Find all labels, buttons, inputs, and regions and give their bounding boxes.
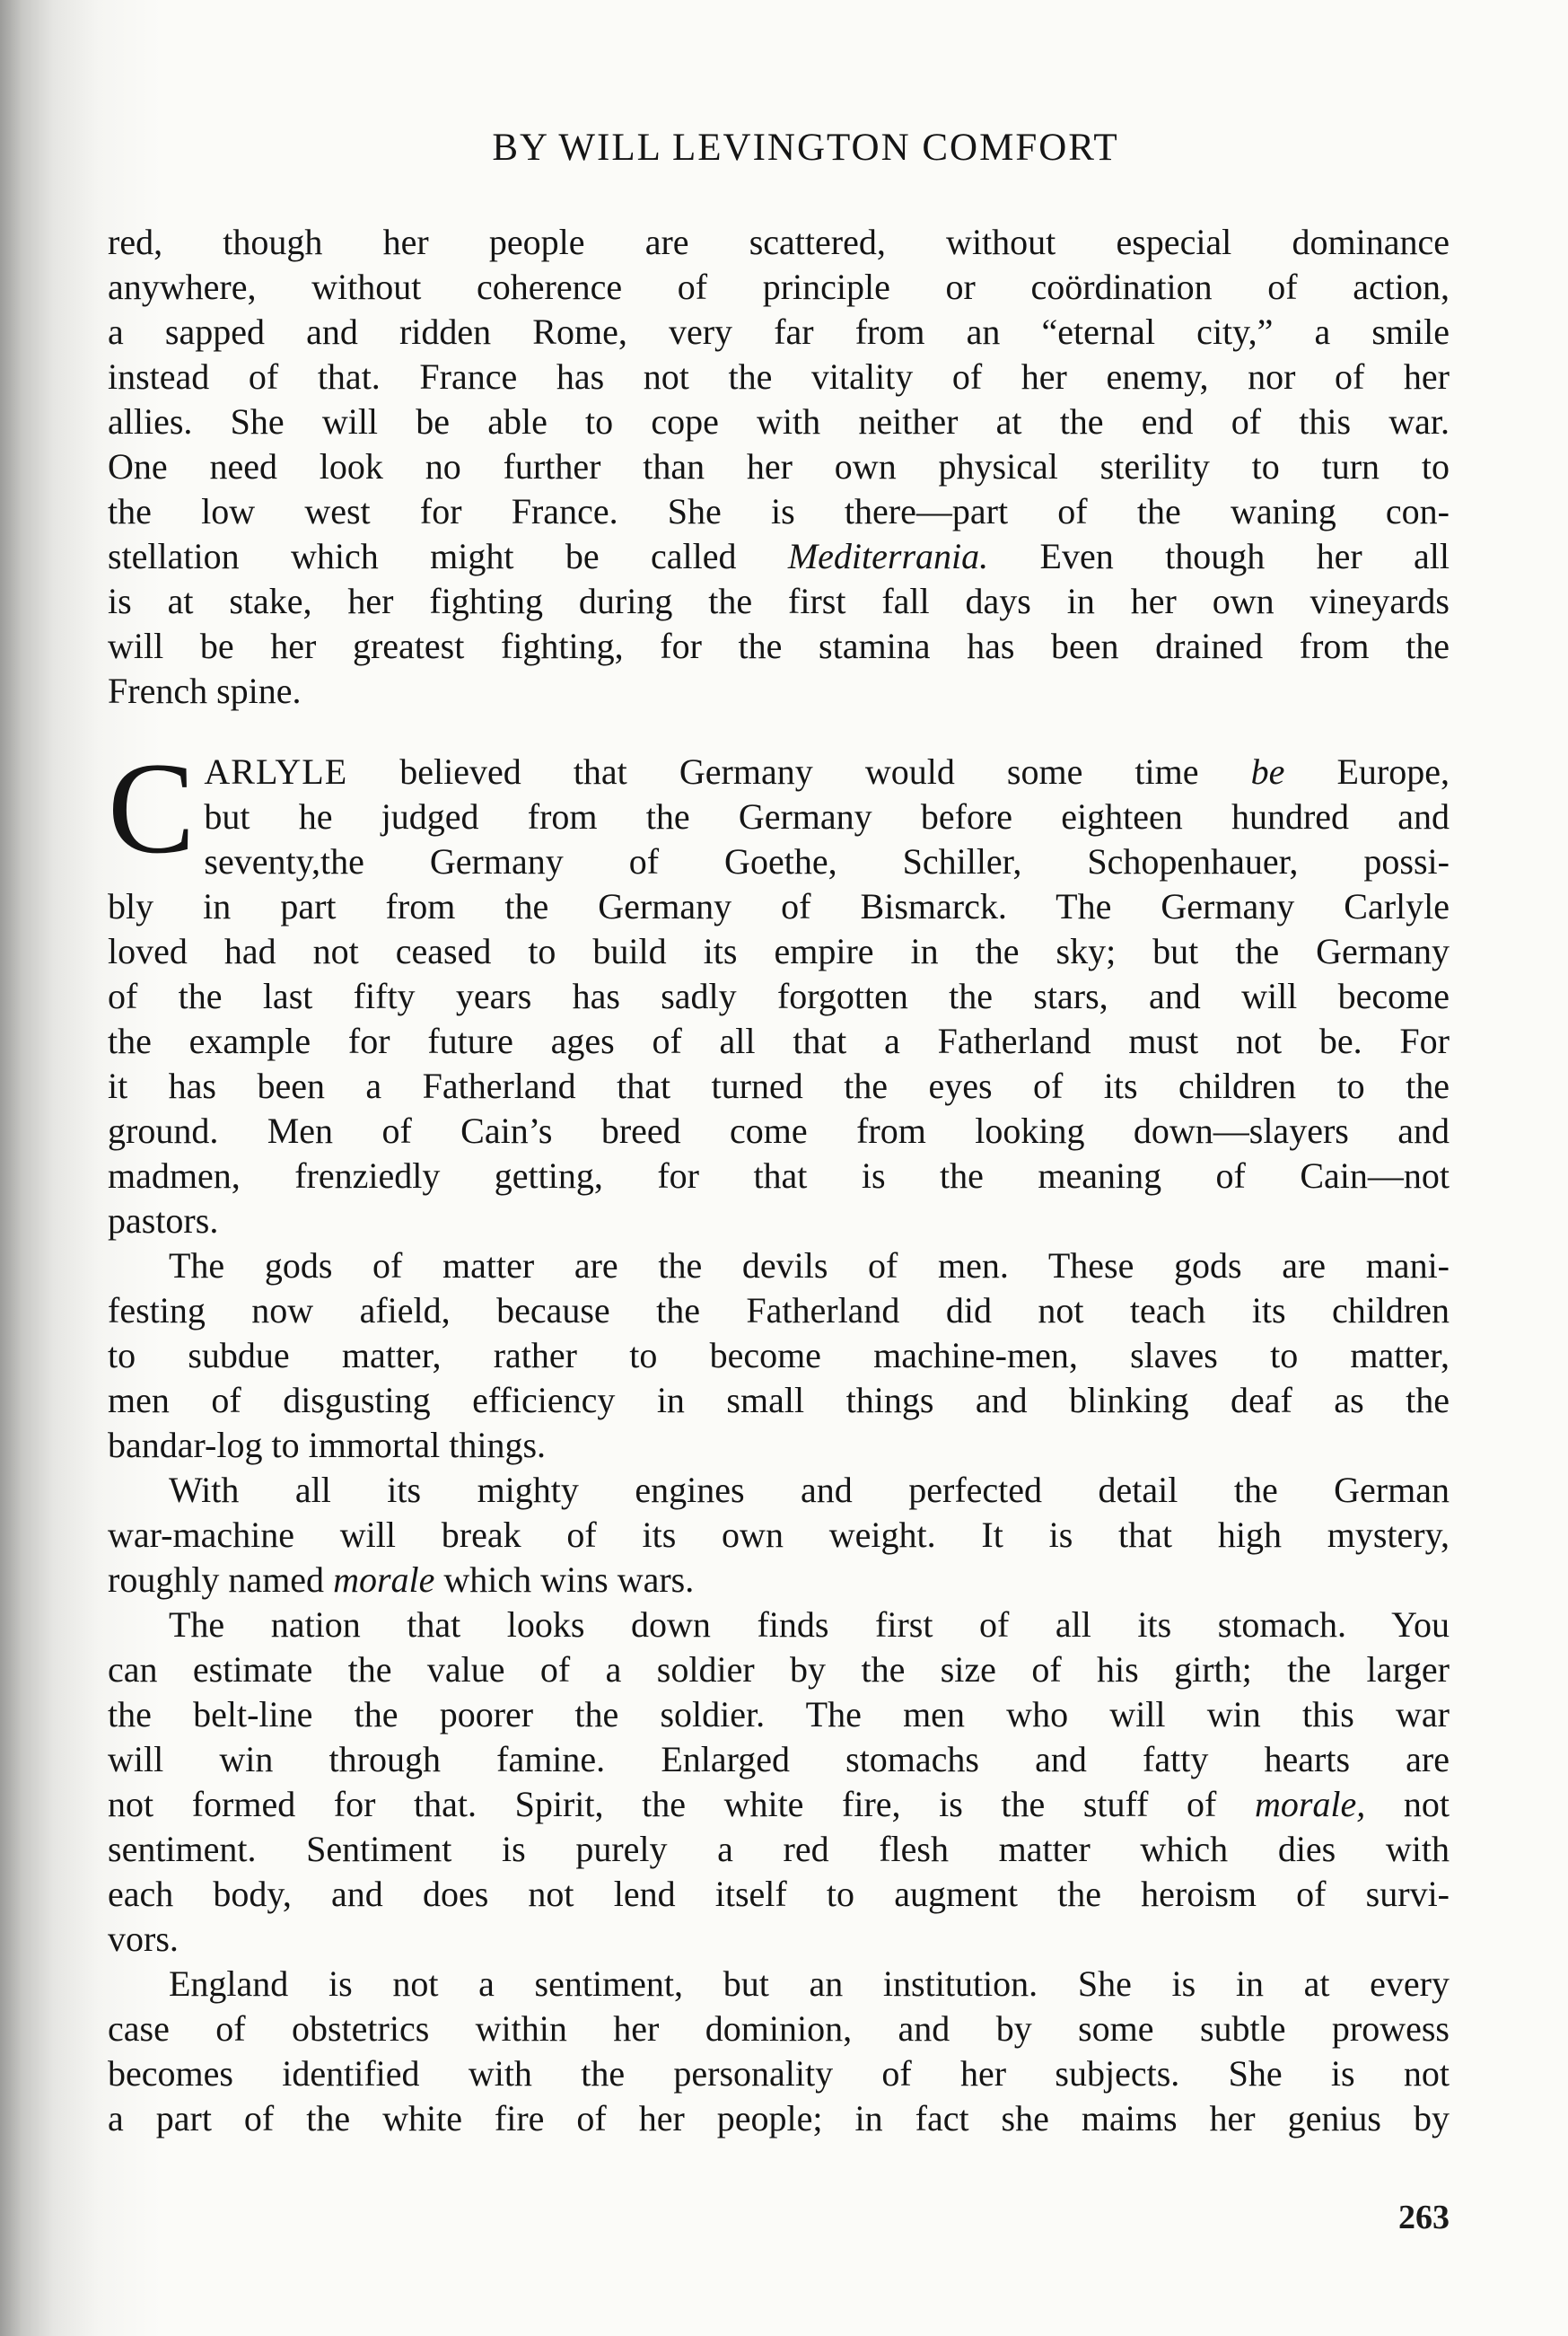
running-head: BY WILL LEVINGTON COMFORT [492,127,1119,169]
text-run: not formed for that. Spirit, the white fire, is the stuff of [108,1784,1255,1824]
text-run: Even though her all [988,536,1450,576]
text-run: roughly named [108,1559,334,1600]
text-line: French spine. [108,671,302,711]
text-line: can estimate the value of a soldier by the size of his girth; the larger [108,1649,1450,1690]
text-line: each body, and does not lend itself to augment the heroism of survi- [108,1874,1450,1914]
text-line: will be her greatest fighting, for the stamina has been drained from the [108,626,1450,666]
paragraph-stomach [108,1603,1450,1962]
text-line: men of disgusting efficiency in small things and blinking deaf as the [108,1380,1450,1420]
text-line: will win through famine. Enlarged stomachs and fatty hearts are [108,1739,1450,1779]
text-line: red, though her people are scattered, without especial dominance [108,222,1450,262]
text-line: pastors. [108,1200,219,1241]
text-line: seventy,the Germany of Goethe, Schiller, Schopenhauer, possi- [204,841,1450,882]
text-line: is at stake, her fighting during the first fall days in her own vineyards [108,581,1450,621]
page-number: 263 [1398,2199,1450,2236]
text-line: allies. She will be able to cope with neither at the end of this war. [108,401,1450,442]
text-line: but he judged from the Germany before eighteen hundred and [204,796,1450,837]
text-line [108,750,1450,795]
text-line: festing now afield, because the Fatherland did not teach its children [108,1290,1450,1330]
text-column [108,121,1450,2141]
text-line: war-machine will break of its own weight. It is that high mystery, [108,1515,1450,1555]
paragraph-carlyle [108,735,1450,1243]
text-line [108,1782,1450,1827]
text-line: a sapped and ridden Rome, very far from an “eternal city,” a smile [108,312,1450,352]
text-line: the low west for France. She is there—part of the waning con- [108,491,1450,531]
text-line [108,534,1450,579]
text-line [108,1558,1450,1603]
text-line: case of obstetrics within her dominion, and by some subtle prowess [108,2008,1450,2049]
text-run: stellation which might be called [108,536,788,576]
text-line: loved had not ceased to build its empire in the sky; but the Germany [108,931,1450,971]
text-run: Europe, [1284,751,1450,792]
paragraph-war-machine [108,1468,1450,1603]
text-line: becomes identified with the personality of her subjects. She is not [108,2053,1450,2094]
text-line: instead of that. France has not the vitality of her enemy, nor of her [108,356,1450,397]
drop-cap: C [108,735,196,881]
text-line: it has been a Fatherland that turned the eyes of its children to the [108,1066,1450,1106]
text-run: which wins wars. [434,1559,695,1600]
text-line: the belt-line the poorer the soldier. The men who will win this war [108,1694,1450,1734]
text-run: believed that Germany would some time [347,751,1251,792]
text-line: a part of the white fire of her people; in fact she maims her genius by [108,2098,1450,2138]
text-line: sentiment. Sentiment is purely a red flesh matter which dies with [108,1829,1450,1869]
text-line: bandar-log to immortal things. [108,1425,547,1465]
paragraph-gods-of-matter [108,1243,1450,1468]
text-line: vors. [108,1919,179,1959]
small-caps-word: ARLYLE [204,751,348,792]
text-line: With all its mighty engines and perfected detail the German [169,1470,1450,1510]
italic-term: morale, [1254,1784,1366,1824]
text-line: bly in part from the Germany of Bismarck. The Germany Carlyle [108,886,1450,926]
text-line: The gods of matter are the devils of men. These gods are mani- [169,1245,1450,1286]
text-line: to subdue matter, rather to become machine-men, slaves to matter, [108,1335,1450,1375]
text-line: ground. Men of Cain’s breed come from looking down—slayers and [108,1111,1450,1151]
italic-term: Mediterrania. [787,536,989,576]
section-gap [108,714,1450,750]
text-line: the example for future ages of all that a Fatherland must not be. For [108,1021,1450,1061]
italic-term: morale [333,1559,435,1600]
paragraph-continuation [108,220,1450,714]
italic-term: be [1250,751,1285,792]
paragraph-england [108,1962,1450,2141]
text-line: The nation that looks down finds first of all its stomach. You [169,1604,1450,1645]
text-line: anywhere, without coherence of principle or coördination of action, [108,267,1450,307]
text-line: of the last fifty years has sadly forgotten the stars, and will become [108,976,1450,1016]
text-run: not [1365,1784,1450,1824]
text-line: One need look no further than her own physical sterility to turn to [108,446,1450,487]
text-line: England is not a sentiment, but an institution. She is in at every [169,1963,1450,2004]
text-line: madmen, frenziedly getting, for that is the meaning of Cain—not [108,1155,1450,1196]
